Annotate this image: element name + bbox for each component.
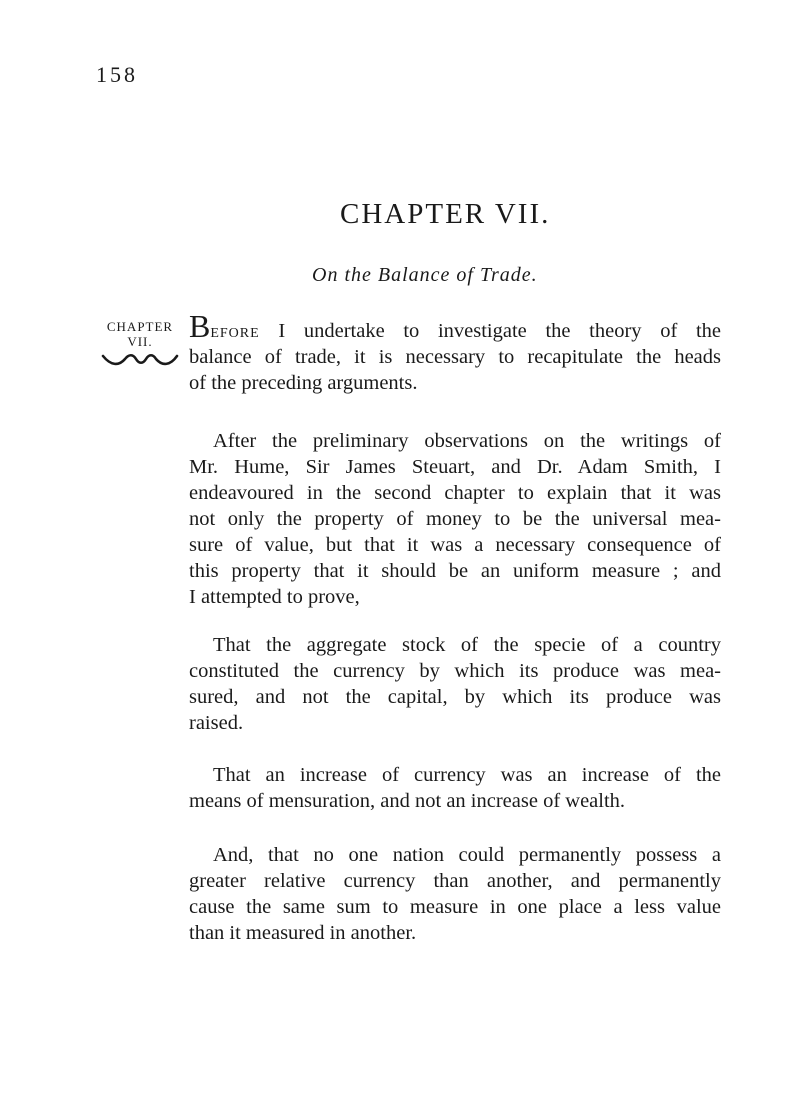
- paragraph-line: After the preliminary observations on the writings of: [213, 430, 721, 452]
- paragraph-line: sured, and not the capital, by which its produce was: [189, 686, 721, 708]
- paragraph-line: That an increase of currency was an increase of the: [213, 764, 721, 786]
- paragraph-line: of the preceding arguments.: [189, 372, 418, 394]
- drop-cap: B: [189, 308, 211, 344]
- chapter-subtitle: On the Balance of Trade.: [312, 264, 538, 286]
- paragraph-1: [189, 308, 721, 396]
- paragraph-line: Mr. Hume, Sir James Steuart, and Dr. Adam Smith, I: [189, 456, 721, 478]
- paragraph-line: sure of value, but that it was a necessary consequence of: [189, 534, 721, 556]
- paragraph-3: [189, 632, 721, 736]
- paragraph-2: [189, 428, 721, 610]
- chapter-title: CHAPTER VII.: [340, 198, 551, 230]
- paragraph-line-text: I undertake to investigate the theory of the: [259, 320, 721, 342]
- paragraph-line: means of mensuration, and not an increase of wealth.: [189, 790, 626, 812]
- small-caps-word: efore: [210, 320, 260, 342]
- margin-note: [98, 319, 182, 367]
- paragraph-line: And, that no one nation could permanently possess a: [213, 844, 721, 866]
- paragraph-line: this property that it should be an uniform measure ; and: [189, 560, 721, 582]
- paragraph-5: [189, 842, 721, 946]
- page-number: 158: [96, 62, 138, 87]
- paragraph-line: endeavoured in the second chapter to explain that it was: [189, 482, 721, 504]
- paragraph-line: not only the property of money to be the universal mea-: [189, 508, 721, 530]
- paragraph-line: cause the same sum to measure in one place a less value: [189, 896, 721, 918]
- margin-note-line2: VII.: [127, 334, 153, 349]
- paragraph-line: greater relative currency than another, and permanently: [189, 870, 721, 892]
- paragraph-line: I attempted to prove,: [189, 586, 360, 608]
- paragraph-line: than it measured in another.: [189, 922, 417, 944]
- paragraph-line: constituted the currency by which its produce was mea-: [189, 660, 721, 682]
- ornament-flourish-icon: [101, 351, 179, 367]
- paragraph-line: [189, 308, 721, 344]
- margin-note-line1: CHAPTER: [106, 319, 174, 334]
- paragraph-line: raised.: [189, 712, 244, 734]
- paragraph-4: [189, 762, 721, 814]
- paragraph-line: balance of trade, it is necessary to recapitulate the heads: [189, 346, 721, 368]
- paragraph-line: That the aggregate stock of the specie of a country: [213, 634, 721, 656]
